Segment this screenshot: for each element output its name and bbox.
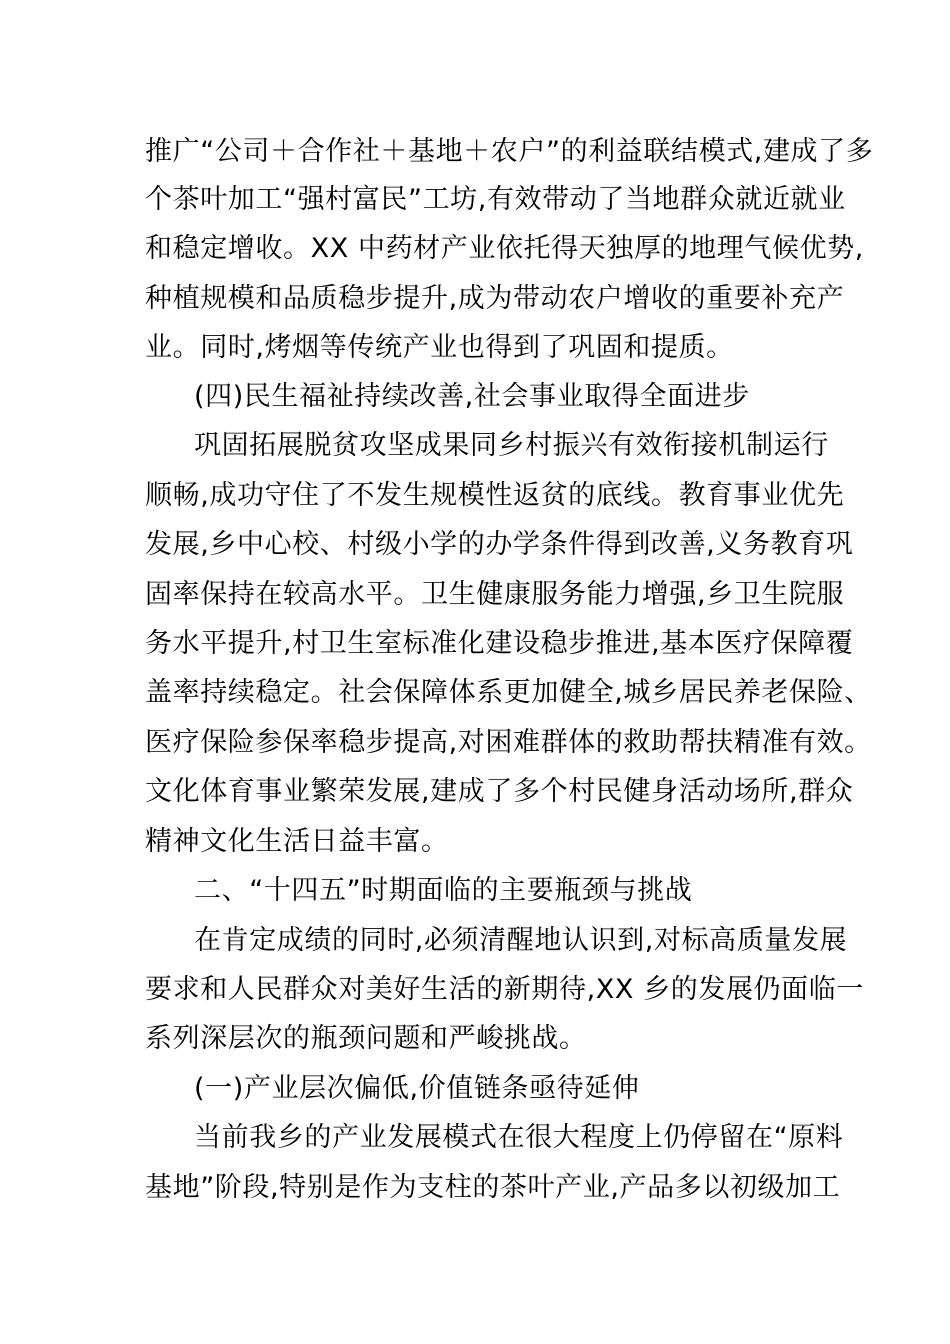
text-line: 系列深层次的瓶颈问题和严峻挑战。 [145, 1023, 587, 1054]
text-line: 巩固拓展脱贫攻坚成果同乡村振兴有效衔接机制运行 [194, 430, 829, 461]
text-line: 业。同时,烤烟等传统产业也得到了巩固和提质。 [145, 332, 734, 363]
text-line: 精神文化生活日益丰富。 [145, 826, 449, 857]
text-line: 基地”阶段,特别是作为支柱的茶叶产业,产品多以初级加工 [145, 1172, 841, 1203]
text-line: 在肯定成绩的同时,必须清醒地认识到,对标高质量发展 [194, 925, 848, 956]
text-line: 当前我乡的产业发展模式在很大程度上仍停留在“原料 [194, 1122, 844, 1153]
text-line: 推广“公司＋合作社＋基地＋农户”的利益联结模式,建成了多 [145, 136, 874, 167]
text-line: 医疗保险参保率稳步提高,对困难群体的救助帮扶精准有效。 [145, 727, 872, 758]
text-line: 要求和人民群众对美好生活的新期待,XX 乡的发展仍面临一 [145, 974, 864, 1005]
section-heading: (一)产业层次偏低,价值链条亟待延伸 [194, 1073, 640, 1104]
text-line: 发展,乡中心校、村级小学的办学条件得到改善,义务教育巩 [145, 529, 854, 560]
text-line: 务水平提升,村卫生室标准化建设稳步推进,基本医疗保障覆 [145, 628, 854, 659]
section-heading: (四)民生福祉持续改善,社会事业取得全面进步 [194, 381, 750, 412]
chapter-heading: 二、“十四五”时期面临的主要瓶颈与挑战 [194, 875, 693, 906]
text-line: 盖率持续稳定。社会保障体系更加健全,城乡居民养老保险、 [145, 677, 872, 708]
text-line: 和稳定增收。XX 中药材产业依托得天独厚的地理气候优势, [145, 233, 864, 264]
text-line: 文化体育事业繁荣发展,建成了多个村民健身活动场所,群众 [145, 776, 854, 807]
text-line: 固率保持在较高水平。卫生健康服务能力增强,乡卫生院服 [145, 579, 845, 610]
text-line: 顺畅,成功守住了不发生规模性返贫的底线。教育事业优先 [145, 480, 845, 511]
text-line: 种植规模和品质稳步提升,成为带动农户增收的重要补充产 [145, 283, 845, 314]
text-line: 个茶叶加工“强村富民”工坊,有效带动了当地群众就近就业 [145, 184, 846, 215]
